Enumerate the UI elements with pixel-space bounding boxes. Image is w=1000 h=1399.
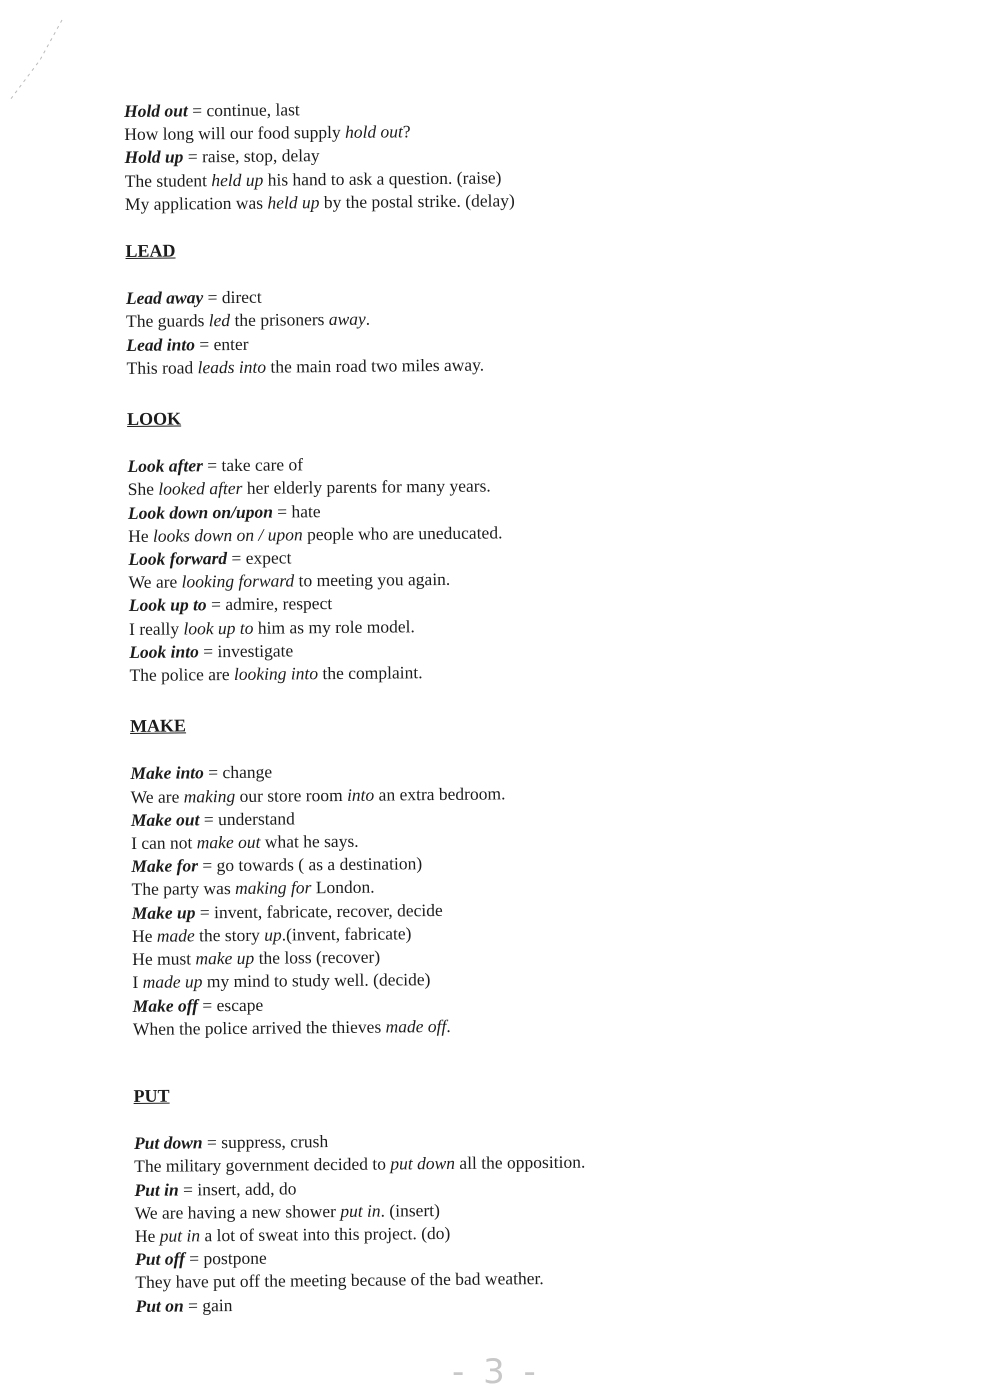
phrasal-verb: Look down on/upon bbox=[127, 501, 273, 523]
emphasized-phrase: look up to bbox=[183, 617, 254, 639]
emphasized-phrase: looking forward bbox=[181, 570, 295, 592]
phrasal-verb: Put in bbox=[134, 1179, 179, 1200]
emphasized-phrase: held up bbox=[211, 169, 264, 190]
phrasal-verb: Look into bbox=[129, 641, 199, 662]
example-sentence bbox=[133, 1012, 753, 1041]
sentence-text: He must bbox=[132, 948, 196, 970]
phrasal-verb: Look up to bbox=[128, 594, 207, 616]
definition: = expect bbox=[226, 547, 292, 569]
example-sentence bbox=[126, 351, 746, 380]
definition: = take care of bbox=[202, 454, 304, 476]
phrasal-verb: Make out bbox=[130, 809, 200, 830]
phrasal-verb: Make up bbox=[131, 902, 196, 923]
phrasal-verb: Make for bbox=[131, 855, 199, 877]
sentence-text: the complaint. bbox=[317, 662, 423, 684]
example-sentence bbox=[129, 658, 749, 687]
pen-mark bbox=[0, 0, 80, 110]
emphasized-phrase: made bbox=[156, 925, 195, 946]
emphasized-phrase: held up bbox=[267, 191, 320, 213]
sentence-text: He bbox=[128, 525, 154, 546]
sentence-text: My application was bbox=[124, 192, 268, 214]
emphasized-phrase: put in bbox=[159, 1225, 201, 1246]
sentence-text: the story bbox=[194, 924, 265, 946]
emphasized-phrase: looking into bbox=[233, 663, 319, 685]
definition: = enter bbox=[194, 333, 249, 354]
sentence-text: The military government decided to bbox=[134, 1153, 391, 1177]
emphasized-phrase: making for bbox=[234, 877, 312, 899]
sentence-text: a lot of sweat into this project. (do) bbox=[199, 1222, 451, 1246]
emphasized-phrase: made off bbox=[385, 1015, 447, 1037]
phrasal-verb: Put down bbox=[133, 1132, 203, 1154]
sentence-text: We are bbox=[128, 571, 182, 593]
emphasized-phrase: into bbox=[346, 784, 375, 805]
phrasal-verb: Put off bbox=[135, 1248, 185, 1270]
definition: = postpone bbox=[184, 1247, 267, 1269]
intro-block bbox=[124, 94, 745, 216]
section-heading: MAKE bbox=[129, 715, 187, 737]
definition: = go towards ( as a destination) bbox=[197, 853, 423, 876]
section-heading: LEAD bbox=[125, 240, 176, 262]
sentence-text: I really bbox=[128, 618, 184, 639]
definition: = understand bbox=[199, 808, 295, 830]
section-put bbox=[133, 1079, 755, 1318]
phrasal-verb: Look forward bbox=[128, 548, 228, 570]
emphasized-phrase: make out bbox=[196, 831, 261, 853]
phrasal-verb: Make off bbox=[132, 994, 199, 1016]
definition: = change bbox=[203, 762, 273, 783]
sentence-text: I bbox=[132, 972, 143, 993]
section-look bbox=[127, 402, 750, 687]
sentence-text: an extra bedroom. bbox=[374, 783, 506, 805]
phrasal-verb: Look after bbox=[127, 455, 203, 477]
sentence-text: The party was bbox=[131, 878, 236, 900]
section-lead bbox=[125, 234, 746, 380]
sentence-text: They have put off the meeting because of the bad weather. bbox=[135, 1268, 544, 1293]
definition: = invent, fabricate, recover, decide bbox=[195, 899, 443, 923]
sentence-text: by the postal strike. (delay) bbox=[319, 190, 515, 212]
phrasal-verb: Hold up bbox=[124, 146, 184, 168]
document-body bbox=[124, 94, 756, 1318]
sentence-text: He bbox=[134, 1225, 160, 1246]
sections bbox=[125, 234, 755, 1318]
emphasized-phrase: made up bbox=[142, 971, 203, 993]
sentence-text: the prisoners bbox=[230, 309, 329, 331]
phrasal-verb: Make into bbox=[130, 762, 204, 784]
emphasized-phrase: leads into bbox=[197, 356, 267, 378]
emphasized-phrase: looks down on / upon bbox=[152, 524, 303, 546]
sentence-text: London. bbox=[311, 877, 375, 898]
example-sentence bbox=[125, 187, 745, 216]
definition: = hate bbox=[272, 500, 321, 522]
sentence-text: This road bbox=[126, 357, 198, 378]
sentence-text: the main road two miles away. bbox=[265, 354, 485, 377]
sentence-text: The police are bbox=[129, 664, 235, 686]
phrasal-verb: Hold out bbox=[124, 100, 188, 121]
definition: = gain bbox=[183, 1294, 233, 1316]
sentence-text: her elderly parents for many years. bbox=[242, 475, 491, 499]
sentence-text: all the opposition. bbox=[454, 1151, 586, 1174]
emphasized-phrase: away bbox=[328, 309, 366, 330]
sentence-text: . (insert) bbox=[380, 1199, 441, 1221]
definition: = direct bbox=[203, 286, 262, 308]
sentence-text: She bbox=[127, 479, 159, 500]
section-make bbox=[130, 709, 753, 1041]
sentence-text: .(invent, fabricate) bbox=[281, 923, 412, 945]
emphasized-phrase: looked after bbox=[158, 478, 243, 500]
section-heading: LOOK bbox=[126, 408, 182, 430]
sentence-text: We are bbox=[130, 786, 184, 807]
section-heading: PUT bbox=[133, 1085, 170, 1106]
definition: = suppress, crush bbox=[202, 1131, 329, 1153]
sentence-text: his hand to ask a question. (raise) bbox=[263, 166, 502, 190]
sentence-text: The guards bbox=[126, 310, 209, 332]
sentence-text: to meeting you again. bbox=[294, 569, 451, 591]
phrasal-verb: Lead away bbox=[125, 287, 204, 309]
emphasized-phrase: make up bbox=[195, 947, 255, 969]
sentence-text: my mind to study well. (decide) bbox=[202, 969, 431, 992]
definition: = insert, add, do bbox=[178, 1177, 297, 1200]
sentence-text: our store room bbox=[235, 784, 348, 806]
sentence-text: people who are uneducated. bbox=[302, 522, 503, 545]
emphasized-phrase: put in bbox=[340, 1200, 381, 1221]
emphasized-phrase: hold out bbox=[344, 121, 403, 143]
sentence-text: I can not bbox=[131, 832, 197, 854]
sentence-text: We are having a new shower bbox=[134, 1200, 341, 1223]
emphasized-phrase: up bbox=[264, 924, 282, 945]
emphasized-phrase: led bbox=[208, 310, 231, 331]
emphasized-phrase: put down bbox=[390, 1153, 456, 1174]
sentence-text: How long will our food supply bbox=[124, 122, 346, 145]
definition: = continue, last bbox=[187, 99, 300, 121]
sentence-text: what he says. bbox=[260, 830, 359, 852]
sentence-text: When the police arrived the thieves bbox=[132, 1016, 386, 1039]
sentence-text: . bbox=[365, 309, 371, 330]
sentence-text: He bbox=[131, 925, 157, 946]
page-number: - 3 - bbox=[452, 1352, 540, 1392]
sentence-text: The student bbox=[124, 169, 212, 191]
phrasal-verb: Put on bbox=[135, 1295, 184, 1316]
sentence-text: . bbox=[446, 1015, 451, 1036]
definition: = raise, stop, delay bbox=[183, 145, 320, 167]
emphasized-phrase: making bbox=[183, 785, 236, 807]
definition: = admire, respect bbox=[206, 593, 333, 615]
definition: = escape bbox=[197, 994, 264, 1015]
sentence-text: ? bbox=[402, 121, 411, 142]
sentence-text: the loss (recover) bbox=[254, 946, 381, 968]
phrasal-verb: Lead into bbox=[126, 333, 195, 355]
definition: = investigate bbox=[198, 640, 294, 662]
sentence-text: him as my role model. bbox=[253, 615, 415, 638]
